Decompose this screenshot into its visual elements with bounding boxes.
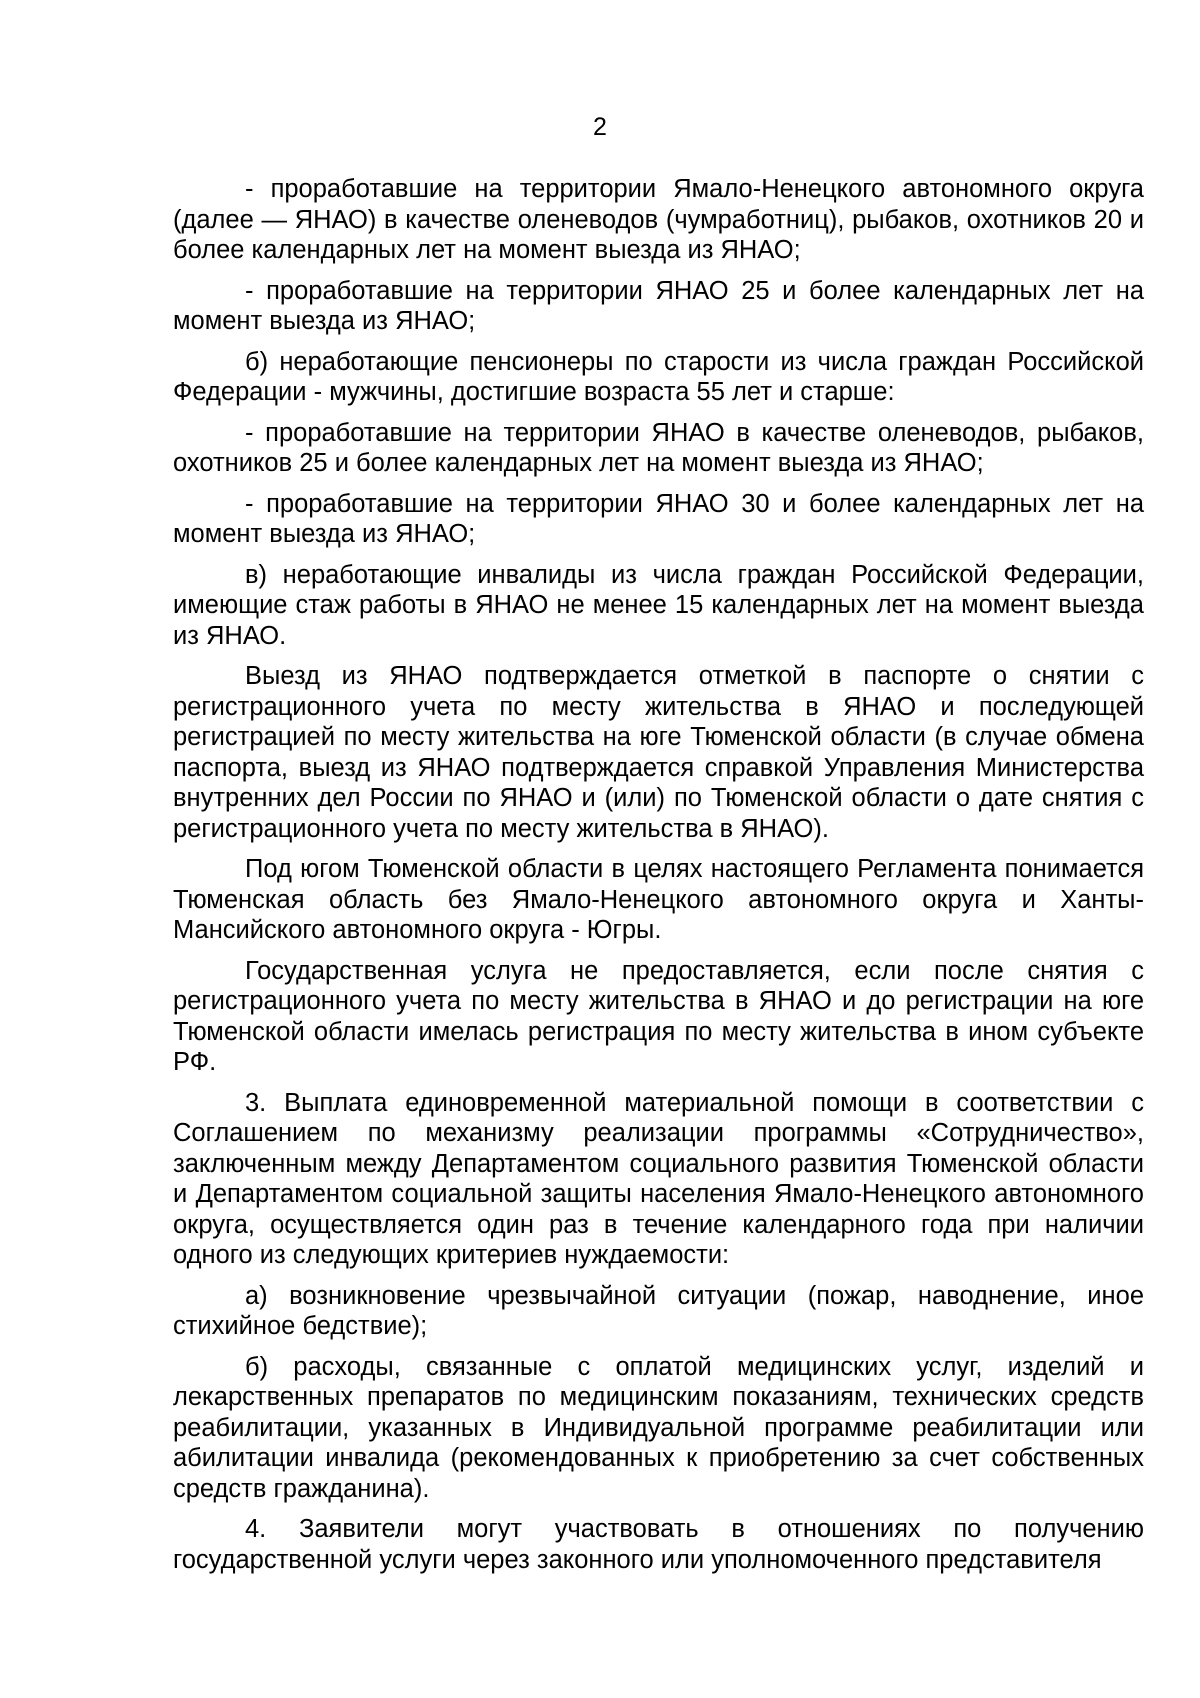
paragraph-1: - проработавшие на территории Ямало-Ненецкого автономного округа (далее — ЯНАО) в качестве оленеводов (чумработниц), рыбаков, охотников 20 и более календарных лет на момент выезда из ЯНАО; — [173, 175, 1144, 264]
paragraph-13: 4. Заявители могут участвовать в отношениях по получению государственной услуги через законного или уполномоченного представителя — [173, 1515, 1144, 1574]
page-number: 2 — [593, 113, 607, 141]
paragraph-6: в) неработающие инвалиды из числа граждан Российской Федерации, имеющие стаж работы в ЯНАО не менее 15 календарных лет на момент выезда из ЯНАО. — [173, 560, 1144, 650]
paragraph-4: - проработавшие на территории ЯНАО в качестве оленеводов, рыбаков, охотников 25 и более календарных лет на момент выезда из ЯНАО; — [173, 418, 1144, 477]
paragraph-2: - проработавшие на территории ЯНАО 25 и более календарных лет на момент выезда из ЯНАО; — [173, 276, 1144, 335]
paragraph-11: а) возникновение чрезвычайной ситуации (пожар, наводнение, иное стихийное бедствие); — [173, 1281, 1144, 1340]
paragraph-12: б) расходы, связанные с оплатой медицинских услуг, изделий и лекарственных препаратов по медицинским показаниям, технических средств реабилитации, указанных в Индивидуальной программе реабилитации или абилитации инвалида (рекомендованных к приобретению за счет собственных средств гражданина). — [173, 1352, 1144, 1503]
paragraph-7: Выезд из ЯНАО подтверждается отметкой в паспорте о снятии с регистрационного учета по месту жительства в ЯНАО и последующей регистрацией по месту жительства на юге Тюменской области (в случае обмена паспорта, выезд из ЯНАО подтверждается справкой Управления Министерства внутренних дел России по ЯНАО и (или) по Тюменской области о дате снятия с регистрационного учета по месту жительства в ЯНАО). — [173, 662, 1144, 843]
document-body — [173, 174, 1144, 1585]
paragraph-8: Под югом Тюменской области в целях настоящего Регламента понимается Тюменская область без Ямало-Ненецкого автономного округа и Ханты-Мансийского автономного округа - Югры. — [173, 855, 1144, 944]
paragraph-5: - проработавшие на территории ЯНАО 30 и более календарных лет на момент выезда из ЯНАО; — [173, 489, 1144, 548]
paragraph-9: Государственная услуга не предоставляется, если после снятия с регистрационного учета по месту жительства в ЯНАО и до регистрации на юге Тюменской области имелась регистрация по месту жительства в ином субъекте РФ. — [173, 956, 1144, 1076]
paragraph-3: б) неработающие пенсионеры по старости из числа граждан Российской Федерации - мужчины, достигшие возраста 55 лет и старше: — [173, 347, 1144, 406]
paragraph-10: 3. Выплата единовременной материальной помощи в соответствии с Соглашением по механизму реализации программы «Сотрудничество», заключенным между Департаментом социального развития Тюменской области и Департаментом социальной защиты населения Ямало-Ненецкого автономного округа, осуществляется один раз в течение календарного года при наличии одного из следующих критериев нуждаемости: — [173, 1088, 1144, 1269]
